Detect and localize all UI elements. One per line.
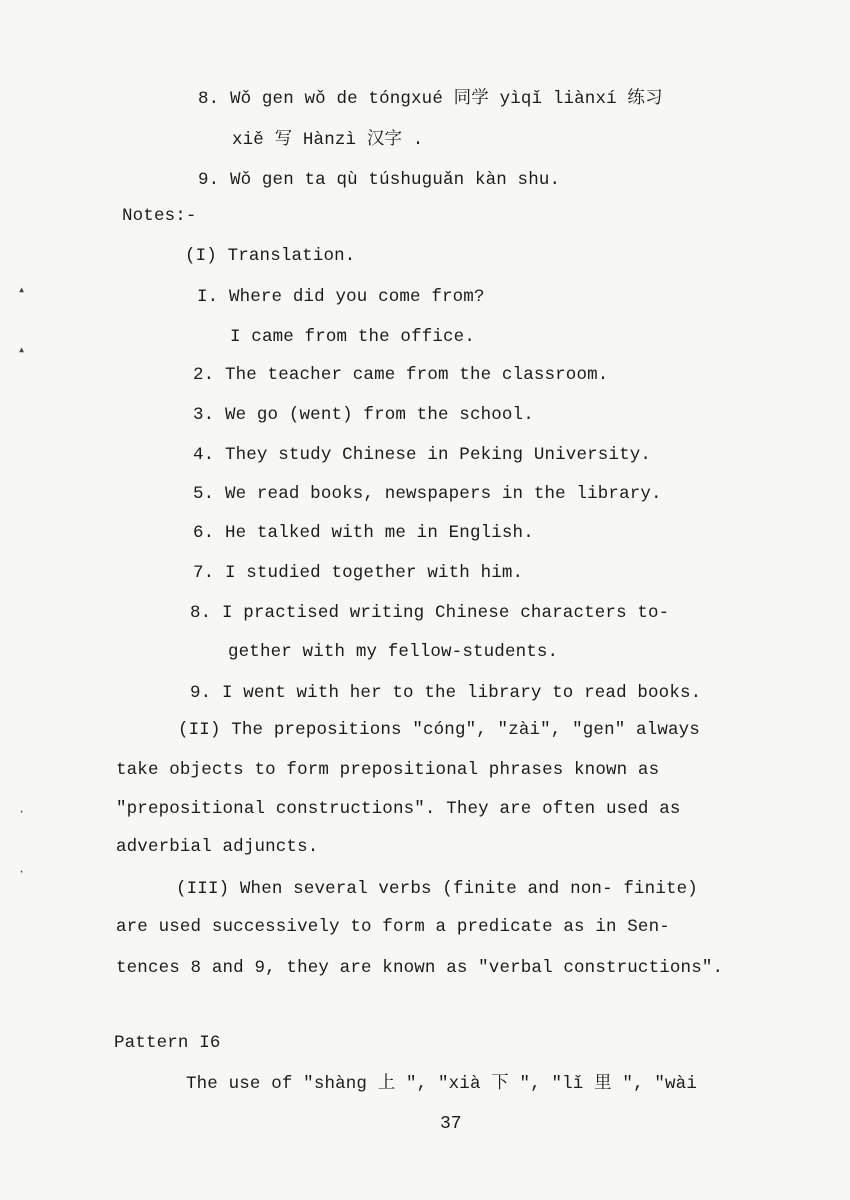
translation-line: 5. We read books, newspapers in the library. bbox=[193, 484, 662, 504]
translation-line: 4. They study Chinese in Peking University. bbox=[193, 445, 652, 465]
note-2-line: "prepositional constructions". They are often used as bbox=[116, 799, 681, 819]
example-9: 9. Wǒ gen ta qù túshuguǎn kàn shu. bbox=[198, 170, 561, 190]
translation-line: I came from the office. bbox=[230, 327, 475, 347]
example-8-line-2: xiě 写 Hànzì 汉字 . bbox=[232, 130, 424, 150]
scan-mark-icon: · bbox=[18, 805, 26, 819]
translation-line: gether with my fellow-students. bbox=[228, 642, 559, 662]
notes-heading: Notes:- bbox=[122, 206, 197, 226]
translation-line: 6. He talked with me in English. bbox=[193, 523, 534, 543]
example-8-line-1: 8. Wǒ gen wǒ de tóngxué 同学 yìqǐ liànxí 练习 bbox=[198, 89, 663, 109]
pattern-intro: The use of "shàng 上 ", "xià 下 ", "lǐ 里 ", "wài bbox=[186, 1074, 697, 1094]
translation-line: 8. I practised writing Chinese characters to- bbox=[190, 603, 670, 623]
translation-line: 3. We go (went) from the school. bbox=[193, 405, 534, 425]
translation-line: 9. I went with her to the library to read books. bbox=[190, 683, 702, 703]
pattern-title: Pattern I6 bbox=[114, 1033, 221, 1053]
scan-mark-icon: ▴ bbox=[18, 283, 26, 297]
translation-heading: (I) Translation. bbox=[185, 246, 356, 266]
scan-mark-icon: · bbox=[18, 865, 26, 879]
note-2-line: adverbial adjuncts. bbox=[116, 837, 319, 857]
note-3-line: (III) When several verbs (finite and non- finite) bbox=[176, 879, 698, 899]
scan-mark-icon: ▴ bbox=[18, 343, 26, 357]
note-2-line: (II) The prepositions "cóng", "zài", "gen" always bbox=[178, 720, 700, 740]
note-2-line: take objects to form prepositional phrases known as bbox=[116, 760, 660, 780]
note-3-line: tences 8 and 9, they are known as "verbal constructions". bbox=[116, 958, 724, 978]
translation-line: I. Where did you come from? bbox=[197, 287, 485, 307]
note-3-line: are used successively to form a predicate as in Sen- bbox=[116, 917, 670, 937]
translation-line: 2. The teacher came from the classroom. bbox=[193, 365, 609, 385]
page-number: 37 bbox=[440, 1114, 462, 1134]
translation-line: 7. I studied together with him. bbox=[193, 563, 524, 583]
